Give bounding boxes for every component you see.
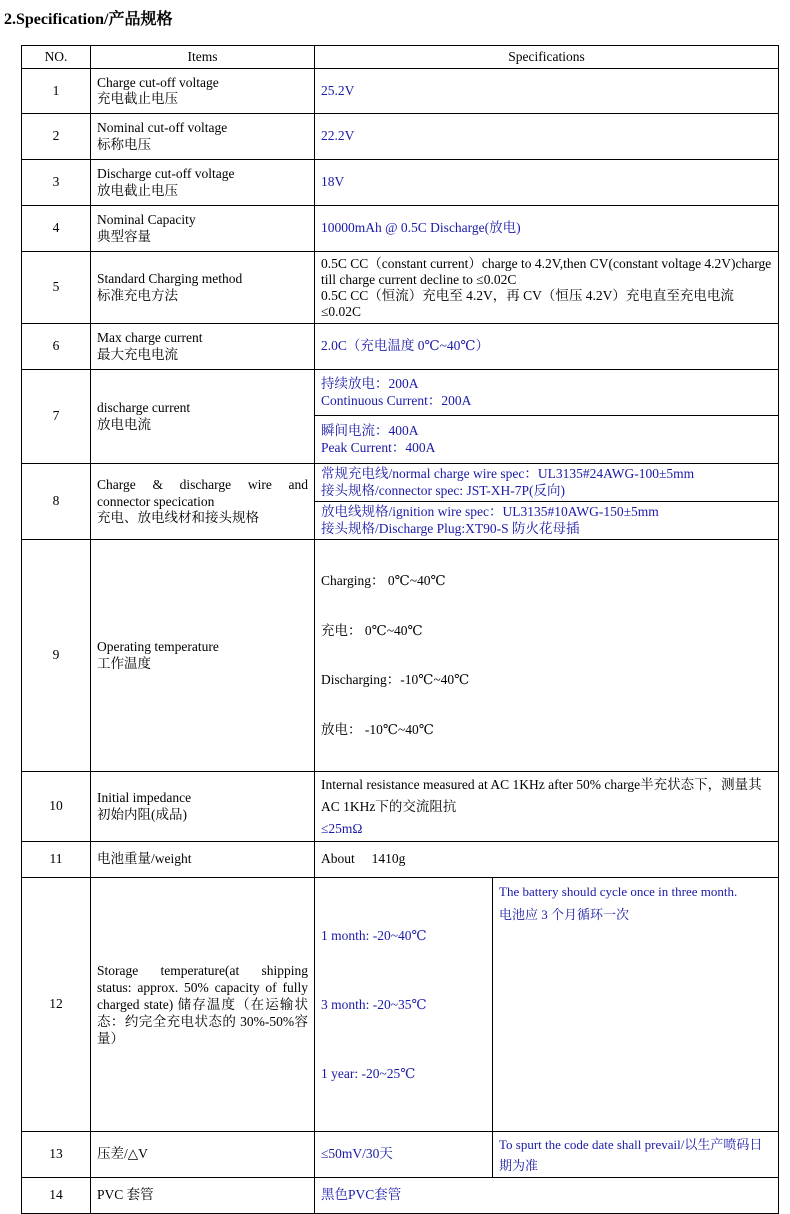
row-number: 13 [22,1132,91,1178]
item-cell [91,540,315,772]
spec-cell [315,502,779,540]
item-cn: 放电电流 [97,416,151,432]
spec-cell [315,416,779,464]
table-header-row [22,46,779,69]
item-en: discharge current [97,400,191,415]
row-number: 1 [22,69,91,114]
spec-line: Internal resistance measured at AC 1KHz after 50% charge半充状态下，测量其AC 1KHz下的交流阻抗 [321,776,762,814]
spec-line: 放电线规格/ignition wire spec：UL3135#10AWG-150±5mm [321,504,659,519]
item-cn: 初始内阻(成品) [97,806,187,822]
item-en: Discharge cut-off voltage [97,166,235,181]
item-cn: 典型容量 [97,228,151,244]
item-en: Charge cut-off voltage [97,74,219,90]
item-cell [91,772,315,842]
note-en: The battery should cycle once in three month. [499,884,738,899]
header-no: NO. [22,46,91,69]
spec-line: Charging： 0℃~40℃ [321,573,446,588]
spec-cell: ≤50mV/30天 [315,1132,493,1178]
row-number: 6 [22,324,91,370]
spec-line: Discharging：-10℃~40℃ [321,672,470,687]
row-number: 4 [22,206,91,252]
item-en: Operating temperature [97,639,219,654]
note-cell: To spurt the code date shall prevail/以生产喷码日期为准 [493,1132,779,1178]
item-en: Initial impedance [97,790,192,805]
table-row [22,1178,779,1214]
table-row [22,69,779,114]
item-cn: 工作温度 [97,655,151,671]
spec-line: 接头规格/Discharge Plug:XT90-S 防火花母插 [321,520,580,536]
item-cn: 充电截止电压 [97,91,178,106]
item-cell [91,206,315,252]
item-cell: 电池重量/weight [91,842,315,878]
spec-cell: 黑色PVC套管 [315,1178,779,1214]
section-heading: 2.Specification/产品规格 [4,11,173,28]
table-row [22,772,779,842]
row-number: 10 [22,772,91,842]
header-specifications: Specifications [315,46,779,69]
spec-line: Peak Current：400A [321,439,436,455]
item-cell: Storage temperature(at shipping status: approx. 50% capacity of fully charged state) 储存温度（在运输状态：约完全充电状态的 30%-50%容量） [91,878,315,1132]
row-number: 14 [22,1178,91,1214]
item-en: Charge & discharge wire and connector specication [97,477,308,510]
table-row [22,370,779,416]
table-row [22,114,779,160]
spec-line: 3 month: -20~35℃ [321,997,427,1012]
row-number: 2 [22,114,91,160]
spec-cell: 18V [315,160,779,206]
spec-line: 放电： -10℃~40℃ [321,721,434,737]
header-items: Items [91,46,315,69]
item-en: Max charge current [97,330,203,345]
item-cell [91,370,315,464]
item-cn: 放电截止电压 [97,182,178,198]
spec-line: 持续放电：200A [321,376,419,391]
table-row [22,540,779,772]
table-row [22,464,779,502]
spec-line: 1 month: -20~40℃ [321,928,427,943]
spec-cell: 25.2V [315,69,779,114]
item-cell [91,464,315,540]
spec-cell [315,252,779,324]
item-en: Nominal Capacity [97,212,196,227]
spec-en: 0.5C CC（constant current）charge to 4.2V,then CV(constant voltage 4.2V)charge till charge current decline to ≤0.02C [321,255,772,287]
table-row [22,160,779,206]
item-cell [91,114,315,160]
spec-cell [315,772,779,842]
table-row [22,1132,779,1178]
row-number: 7 [22,370,91,464]
item-cn: 标称电压 [97,136,151,152]
spec-line: ≤25mΩ [321,820,363,836]
item-cn: 标准充电方法 [97,287,178,303]
table-row [22,878,779,1132]
row-number: 8 [22,464,91,540]
row-number: 3 [22,160,91,206]
row-number: 12 [22,878,91,1132]
spec-cell [315,370,779,416]
spec-cell: 22.2V [315,114,779,160]
item-cn: 最大充电电流 [97,346,178,362]
specification-table [21,45,779,1214]
item-en: Standard Charging method [97,271,243,286]
spec-cell [315,878,493,1132]
item-cell [91,252,315,324]
spec-line: 瞬间电流：400A [321,423,419,438]
spec-cell [315,540,779,772]
spec-line: 充电： 0℃~40℃ [321,622,423,638]
item-cell: PVC 套管 [91,1178,315,1214]
item-cell [91,324,315,370]
spec-cell: About 1410g [315,842,779,878]
spec-line: 接头规格/connector spec: JST-XH-7P(反向) [321,482,565,498]
table-row [22,252,779,324]
spec-line: 1 year: -20~25℃ [321,1066,416,1081]
note-cell [493,878,779,1132]
spec-cell [315,464,779,502]
row-number: 11 [22,842,91,878]
spec-line: 常规充电线/normal charge wire spec：UL3135#24AWG-100±5mm [321,466,695,481]
note-cn: 电池应 3 个月循环一次 [499,907,630,922]
spec-cell: 10000mAh @ 0.5C Discharge(放电) [315,206,779,252]
spec-line: Continuous Current：200A [321,392,472,408]
item-cn: 充电、放电线材和接头规格 [97,510,259,526]
item-cell: 压差/△V [91,1132,315,1178]
item-cell [91,69,315,114]
item-en: Nominal cut-off voltage [97,120,228,135]
row-number: 5 [22,252,91,324]
item-cell [91,160,315,206]
table-row [22,842,779,878]
table-row [22,206,779,252]
row-number: 9 [22,540,91,772]
spec-cn: 0.5C CC（恒流）充电至 4.2V，再 CV（恒压 4.2V）充电直至充电电流≤0.02C [321,287,734,319]
table-row [22,324,779,370]
spec-cell: 2.0C（充电温度 0℃~40℃） [315,324,779,370]
